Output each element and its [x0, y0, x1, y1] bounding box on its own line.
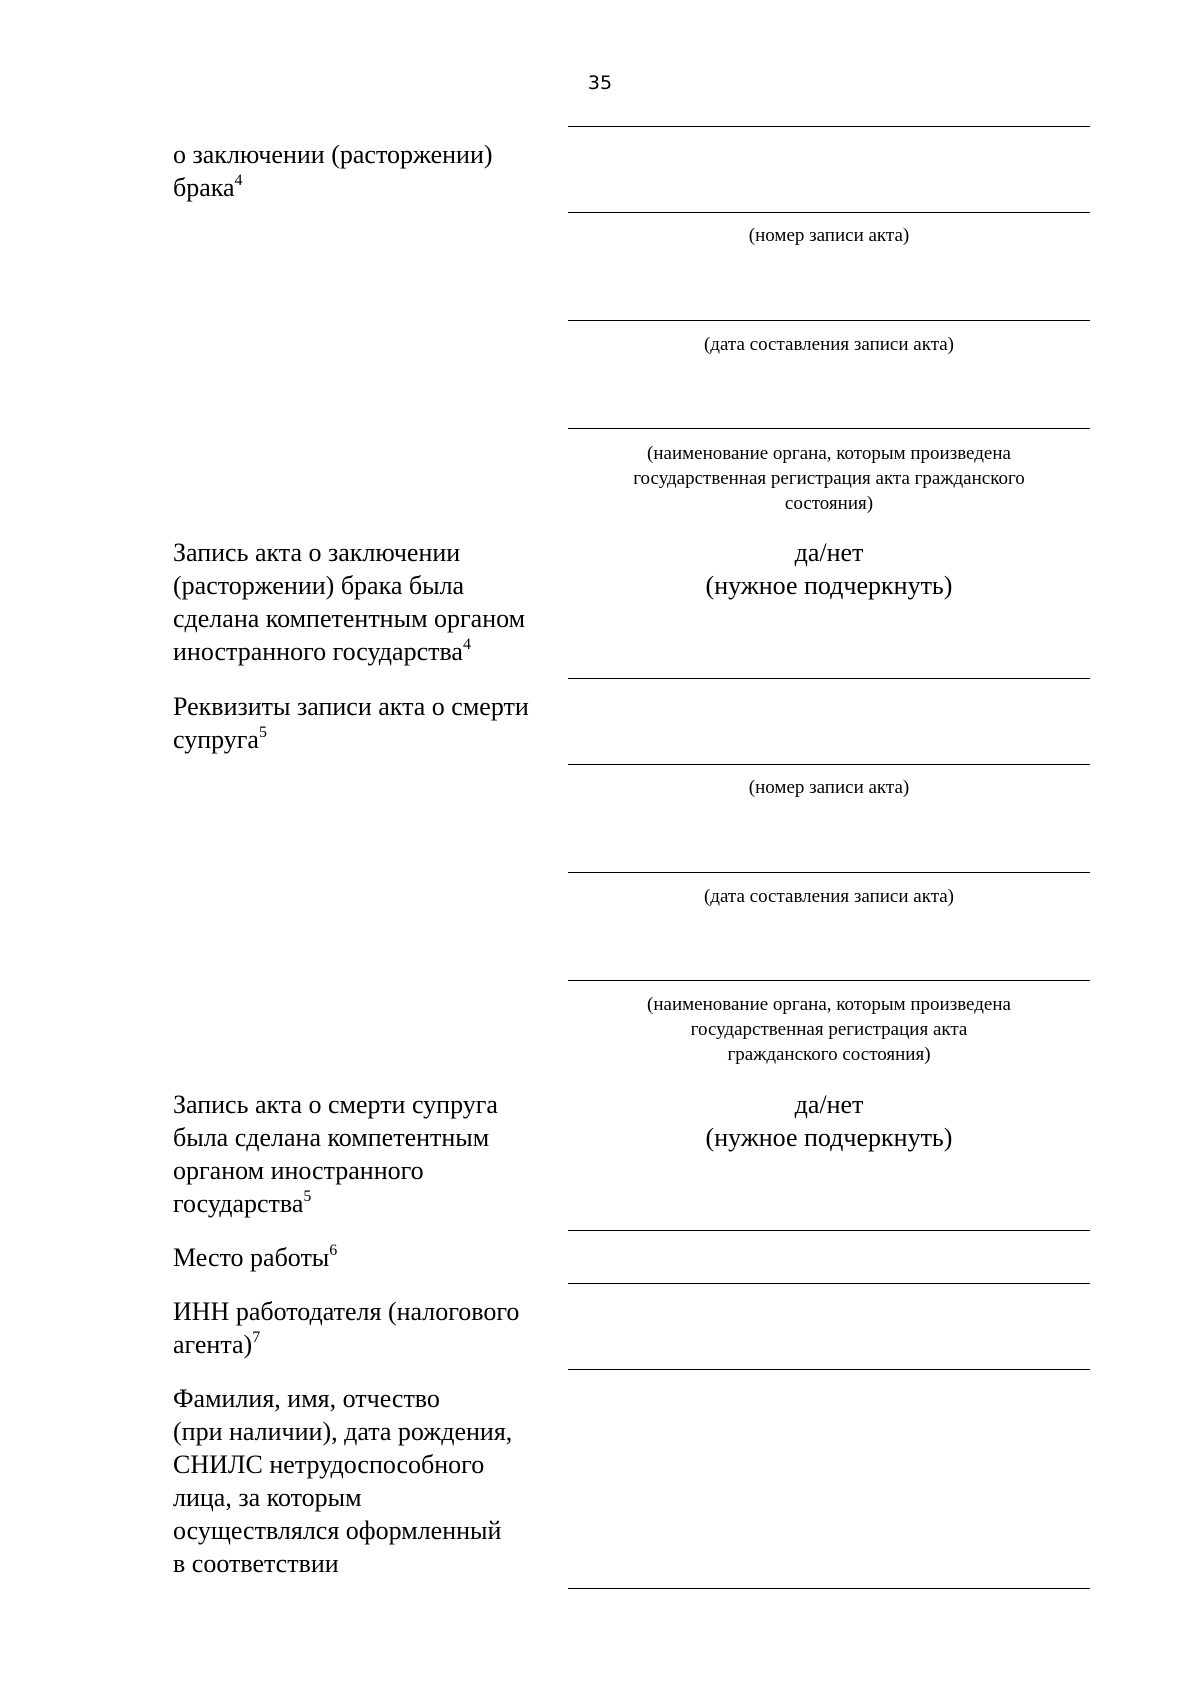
marriage-record-date-field[interactable] — [568, 320, 1090, 321]
employer-inn-label — [173, 1295, 573, 1361]
marriage-foreign-label-text: Запись акта о заключении (расторжении) брака была сделана компетентным органом иностранного государства — [173, 538, 526, 666]
page-number: 35 — [587, 72, 613, 94]
death-record-number-field[interactable] — [568, 764, 1090, 765]
marriage-record-authority-caption: (наименование органа, которым произведена государственная регистрация акта гражданского состояния) — [633, 443, 1025, 514]
workplace-footnote: 6 — [329, 1242, 338, 1259]
employer-inn-footnote: 7 — [252, 1329, 261, 1346]
death-foreign-choice[interactable]: да/нет (нужное подчеркнуть) — [705, 1090, 953, 1152]
death-record-footnote: 5 — [258, 724, 267, 741]
marriage-record-top-line — [568, 126, 1090, 127]
death-record-date-field[interactable] — [568, 872, 1090, 873]
marriage-foreign-footnote: 4 — [462, 636, 471, 653]
workplace-label-text: Место работы — [173, 1243, 330, 1272]
death-record-label — [173, 690, 573, 756]
death-record-authority-field[interactable] — [568, 980, 1090, 981]
death-record-date-caption: (дата составления записи акта) — [703, 886, 954, 907]
marriage-record-label-text: о заключении (расторжении) брака — [173, 140, 493, 202]
employer-inn-field[interactable] — [568, 1369, 1090, 1370]
workplace-field[interactable] — [568, 1283, 1090, 1284]
marriage-record-date-caption: (дата составления записи акта) — [703, 334, 954, 355]
death-foreign-line — [568, 1230, 1090, 1231]
marriage-record-number-field[interactable] — [568, 212, 1090, 213]
death-foreign-label-text: Запись акта о смерти супруга была сделана компетентным органом иностранного государства — [173, 1090, 498, 1218]
marriage-record-footnote: 4 — [234, 172, 243, 189]
dependent-person-field[interactable] — [568, 1588, 1090, 1589]
dependent-person-label: Фамилия, имя, отчество (при наличии), дата рождения, СНИЛС нетрудоспособного лица, за которым осуществлялся оформленный в соответствии — [173, 1384, 513, 1578]
marriage-record-label — [173, 138, 573, 204]
death-record-authority-caption: (наименование органа, которым произведена государственная регистрация акта гражданского состояния) — [647, 994, 1011, 1065]
marriage-foreign-label — [173, 536, 573, 668]
death-record-number-caption: (номер записи акта) — [748, 777, 910, 798]
employer-inn-label-text: ИНН работодателя (налогового агента) — [173, 1297, 520, 1359]
death-record-label-text: Реквизиты записи акта о смерти супруга — [173, 692, 529, 754]
marriage-record-authority-field[interactable] — [568, 428, 1090, 429]
marriage-record-number-caption: (номер записи акта) — [748, 225, 910, 246]
death-foreign-label — [173, 1088, 573, 1220]
marriage-foreign-line — [568, 678, 1090, 679]
workplace-label — [173, 1241, 573, 1274]
marriage-foreign-choice[interactable]: да/нет (нужное подчеркнуть) — [705, 538, 953, 600]
death-foreign-footnote: 5 — [303, 1188, 312, 1205]
